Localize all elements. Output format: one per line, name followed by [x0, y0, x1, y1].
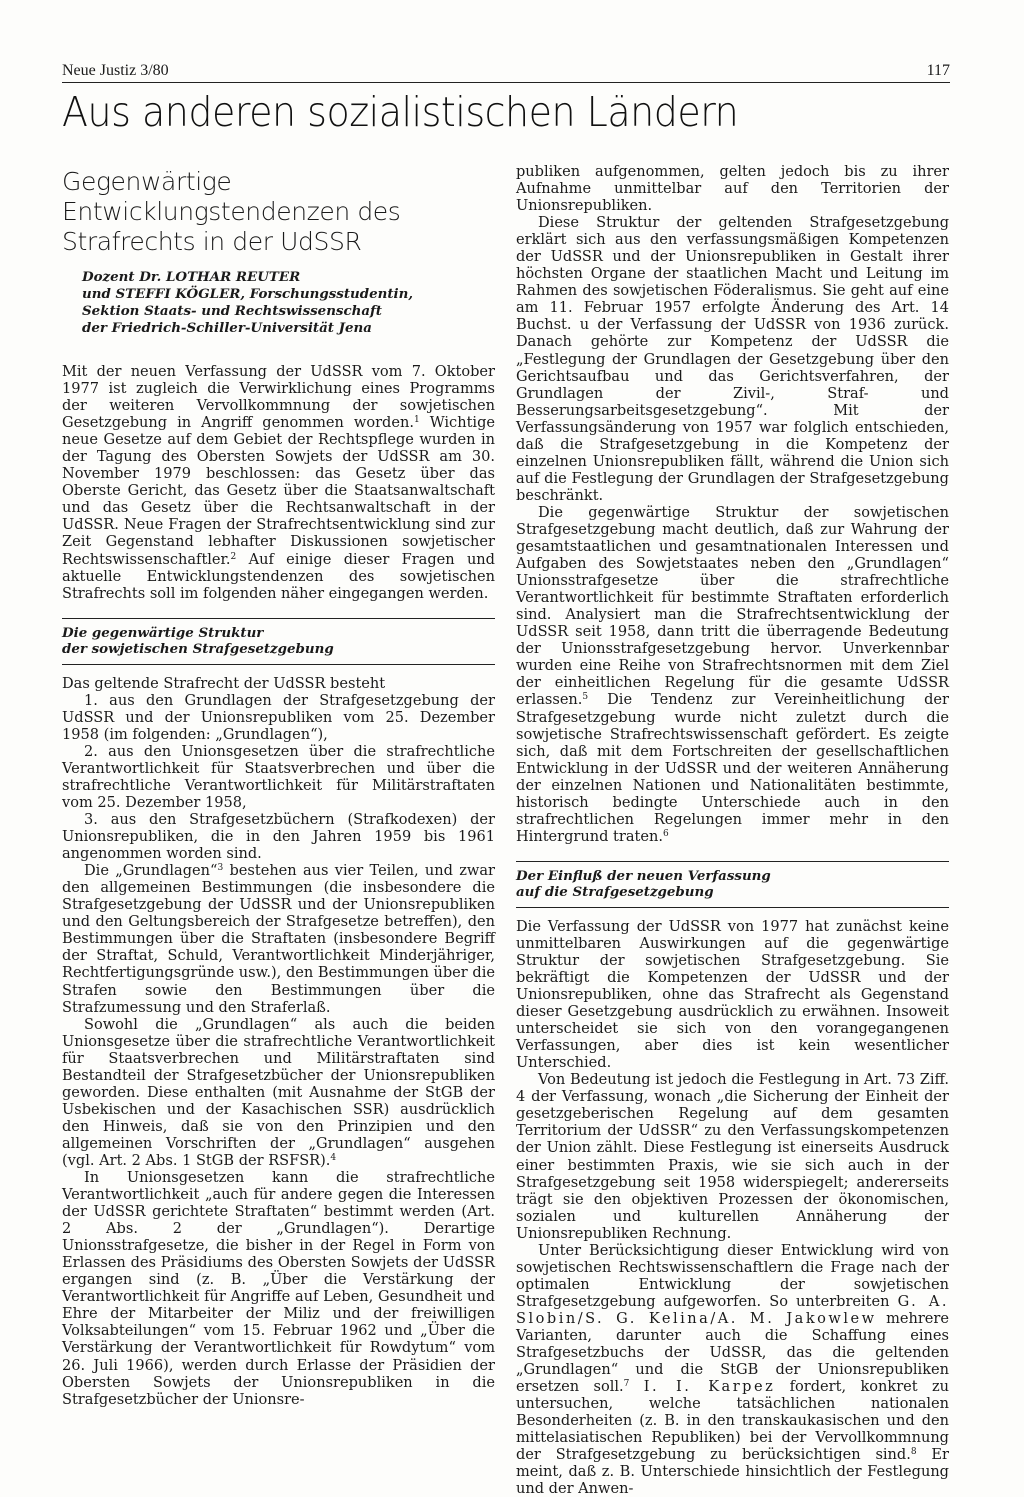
author-line: und STEFFI KÖGLER, Forschungsstudentin, — [82, 286, 414, 302]
footnote-ref: 8 — [910, 1447, 917, 1458]
footnote-ref: 7 — [623, 1379, 630, 1390]
right-column — [516, 163, 949, 1497]
paragraph: Die „Grundlagen“$^3$ bestehen aus vier Teilen, und zwar den allgemeinen Bestimmungen (die insbesondere die Strafgesetzgebung der UdSSR und der Unionsrepubliken und den Geltungsbereich der Strafgesetze betreffen), den Bestimmungen über die Straftaten (insbesondere Begriff der Straftat, Schuld, Verantwortlichkeit Minderjähriger, Rechtfertigungsgründe usw.), den Bestimmungen über die Strafen sowie den Bestimmungen über die Strafzumessung und den Straferlaß. — [62, 862, 495, 1016]
article-title: Gegenwärtige Entwicklungstendenzen des Strafrechts in der UdSSR — [62, 167, 401, 256]
cited-author: I. I. Karpez — [643, 1378, 776, 1396]
author-block — [82, 269, 495, 337]
subheading-constitution: Der Einfluß der neuen Verfassung auf die Strafgesetzgebung — [516, 861, 949, 908]
paragraph: publiken aufgenommen, gelten jedoch bis zu ihrer Aufnahme unmittelbar auf den Territorien der Unionsrepubliken. — [516, 163, 949, 215]
cited-authors: G. A. Slobin/S. G. Kelina/A. M. Jakowlew — [516, 1292, 949, 1327]
paragraph: Von Bedeutung ist jedoch die Festlegung in Art. 73 Ziff. 4 der Verfassung, wonach „die Sicherung der Einheit der gesetzgeberischen Regelung auf dem gesamten Territorium der UdSSR“ zu den Verfassungskompetenzen der Union zählt. Diese Festlegung ist einerseits Ausdruck einer bestimmten Praxis, wie sie sich auch in der Strafgesetzgebung seit 1958 widerspiegelt; andererseits trägt sie den objektiven Prozessen der ökonomischen, sozialen und kulturellen Annäherung der Unionsrepubliken Rechnung. — [516, 1071, 949, 1242]
page-number: 117 — [926, 62, 950, 79]
paragraph: Unter Berücksichtigung dieser Entwicklung wird von sowjetischen Rechtswissenschaftlern die Frage nach der optimalen Entwicklung der sowjetischen Strafgesetzgebung aufgeworfen. So unterbreiten G. A. Slobin/S. G. Kelina/A. M. Jakowlew mehrere Varianten, darunter auch die Schaffung eines Strafgesetzbuchs der UdSSR, das die geltenden „Grundlagen“ und die StGB der Unionsrepubliken ersetzen soll.$^7$ I. I. Karpez fordert, konkret zu untersuchen, welche tatsächlichen nationalen Besonderheiten (z. B. in den transkaukasischen und den mittelasiatischen Republiken) bei der Vervollkommnung der Strafgesetzgebung zu berücksichtigen sind.$^8$ Er meint, daß z. B. Unterschiede hinsichtlich der Festlegung und der Anwen- — [516, 1241, 950, 1497]
author-line: Sektion Staats- und Rechtswissenschaft — [82, 303, 382, 319]
footnote-ref: 5 — [582, 692, 589, 703]
footnote-ref: 4 — [330, 1152, 337, 1163]
left-column — [62, 163, 495, 1408]
source-list — [62, 692, 495, 862]
paragraph: Die Verfassung der UdSSR von 1977 hat zunächst keine unmittelbaren Auswirkungen auf die gegenwärtige Struktur der sowjetischen Strafgesetzgebung. Sie bekräftigt die Kompetenzen der UdSSR und der Unionsrepubliken, ohne das Strafrecht als Gegenstand dieser Gesetzgebung ausdrücklich zu erwähnen. Insoweit unterscheidet sie sich von den vorangegangenen Verfassungen, aber dies ist kein wesentlicher Unterschied. — [516, 917, 949, 1072]
paragraph: Sowohl die „Grundlagen“ als auch die beiden Unionsgesetze über die strafrechtliche Verantwortlichkeit für Staatsverbrechen und Militärstraftaten sind Bestandteil der Strafgesetzbücher der Unionsrepubliken geworden. Diese enthalten (mit Ausnahme der StGB der Usbekischen und der Kasachischen SSR) ausdrücklich den Hinweis, daß sie von den Prinzipien und den allgemeinen Vorschriften der „Grundlagen“ ausgehen (vgl. Art. 2 Abs. 1 StGB der RSFSR).$^4$ — [62, 1015, 495, 1169]
subheading-structure: Die gegenwärtige Struktur der sowjetischen Strafgesetzgebung — [62, 618, 495, 665]
list-item: 1. aus den Grundlagen der Strafgesetzgebung der UdSSR und der Unionsrepubliken vom 25. Dezember 1958 (im folgenden: „Grundlagen“), — [62, 691, 495, 743]
author-line: der Friedrich-Schiller-Universität Jena — [82, 320, 372, 336]
running-header — [62, 60, 950, 83]
footnote-ref: 3 — [217, 863, 224, 874]
footnote-ref: 2 — [230, 551, 237, 562]
journal-issue: Neue Justiz 3/80 — [62, 62, 169, 79]
author-line: Dozent Dr. LOTHAR REUTER — [82, 269, 301, 285]
intro-paragraph: Mit der neuen Verfassung der UdSSR vom 7. Oktober 1977 ist zugleich die Verwirklichung eines Programms der weiteren Vervollkommnung der sowjetischen Gesetzgebung in Angriff genommen worden.$^1$ Wichtige neue Gesetze auf dem Gebiet der Rechtspflege wurden in der Tagung des Obersten Sowjets der UdSSR am 30. November 1979 beschlossen: das Gesetz über das Oberste Gericht, das Gesetz über die Staatsanwaltschaft und das Gesetz über die Rechtsanwaltschaft in der UdSSR. Neue Fragen der Strafrechtsentwicklung sind zur Zeit Gegenstand lebhafter Diskussionen sowjetischer Rechtswissenschaftler.$^2$ Auf einige dieser Fragen und aktuelle Entwicklungstendenzen des sowjetischen Strafrechts soll im folgenden näher eingegangen werden. — [62, 363, 495, 602]
footnote-ref: 6 — [662, 828, 669, 839]
paragraph: Die gegenwärtige Struktur der sowjetischen Strafgesetzgebung macht deutlich, daß zur Wahrung der gesamtstaatlichen und gesamtnationalen Interessen und Aufgaben des Sowjetstaates neben den „Grundlagen“ Unionsstrafgesetze über die strafrechtliche Verantwortlichkeit für bestimmte Straftaten erforderlich sind. Analysiert man die Strafrechtsentwicklung der UdSSR seit 1958, dann tritt die überragende Bedeutung der Unionsstrafgesetzgebung hervor. Unverkennbar wurden eine Reihe von Strafrechtsnormen mit dem Ziel der einheitlichen Regelung für die gesamte UdSSR erlassen.$^5$ Die Tendenz zur Vereinheitlichung der Strafgesetzgebung wurde nicht zuletzt durch die sowjetische Strafrechtswissenschaft gefördert. Es zeigte sich, daß mit dem Fortschreiten der gesellschaftlichen Entwicklung in der UdSSR und der weiteren Annäherung der einzelnen Nationen und Nationalitäten bestimmte, historisch bedingte Unterschiede auch in den strafrechtlichen Regelungen immer mehr in den Hintergrund traten.$^6$ — [516, 503, 949, 845]
footnote-ref: 1 — [413, 415, 420, 426]
paragraph: In Unionsgesetzen kann die strafrechtliche Verantwortlichkeit „auch für andere gegen die Interessen der UdSSR gerichtete Straftaten“ bestimmt werden (Art. 2 Abs. 2 der „Grundlagen“). Derartige Unionsstrafgesetze, die bisher in der Regel in Form von Erlassen des Präsidiums des Obersten Sowjets der UdSSR ergangen sind (z. B. „Über die Verstärkung der Verantwortlichkeit für Angriffe auf Leben, Gesundheit und Ehre der Mitarbeiter der Miliz und der freiwilligen Volksabteilungen“ vom 15. Februar 1962 und „Über die Verstärkung der Verantwortlichkeit für Rowdytum“ vom 26. Juli 1966), werden durch Erlasse der Präsidien der Obersten Sowjets der Unionsrepubliken in die Strafgesetzbücher der Unionsre- — [62, 1169, 495, 1408]
list-item: 3. aus den Strafgesetzbüchern (Strafkodexen) der Unionsrepubliken, die in den Jahren 1959 bis 1961 angenommen worden sind. — [62, 811, 495, 863]
section-title: Aus anderen sozialistischen Ländern — [62, 88, 739, 136]
paragraph: Diese Struktur der geltenden Strafgesetzgebung erklärt sich aus den verfassungsmäßigen Kompetenzen der UdSSR und der Unionsrepubliken in Gestalt ihrer höchsten Organe der staatlichen Macht und Leitung im Rahmen des sowjetischen Föderalismus. Sie geht auf eine am 11. Februar 1957 erfolgte Änderung des Art. 14 Buchst. u der Verfassung der UdSSR von 1936 zurück. Danach gehörte zur Kompetenz der UdSSR die „Festlegung der Grundlagen der Gesetzgebung über den Gerichtsaufbau und das Gerichtsverfahren, der Grundlagen der Zivil-, Straf- und Besserungsarbeitsgesetzgebung“. Mit der Verfassungsänderung von 1957 war folglich entschieden, daß die Strafgesetzgebung in die Kompetenz der einzelnen Unionsrepubliken fällt, während die Union sich auf die Festlegung der Grundlagen der Strafgesetzgebung beschränkt. — [516, 214, 949, 504]
paragraph: Das geltende Strafrecht der UdSSR besteht — [62, 674, 386, 692]
list-item: 2. aus den Unionsgesetzen über die strafrechtliche Verantwortlichkeit für Staatsverbrechen und über die strafrechtliche Verantwortlichkeit für Militärstraftaten vom 25. Dezember 1958, — [62, 742, 495, 811]
